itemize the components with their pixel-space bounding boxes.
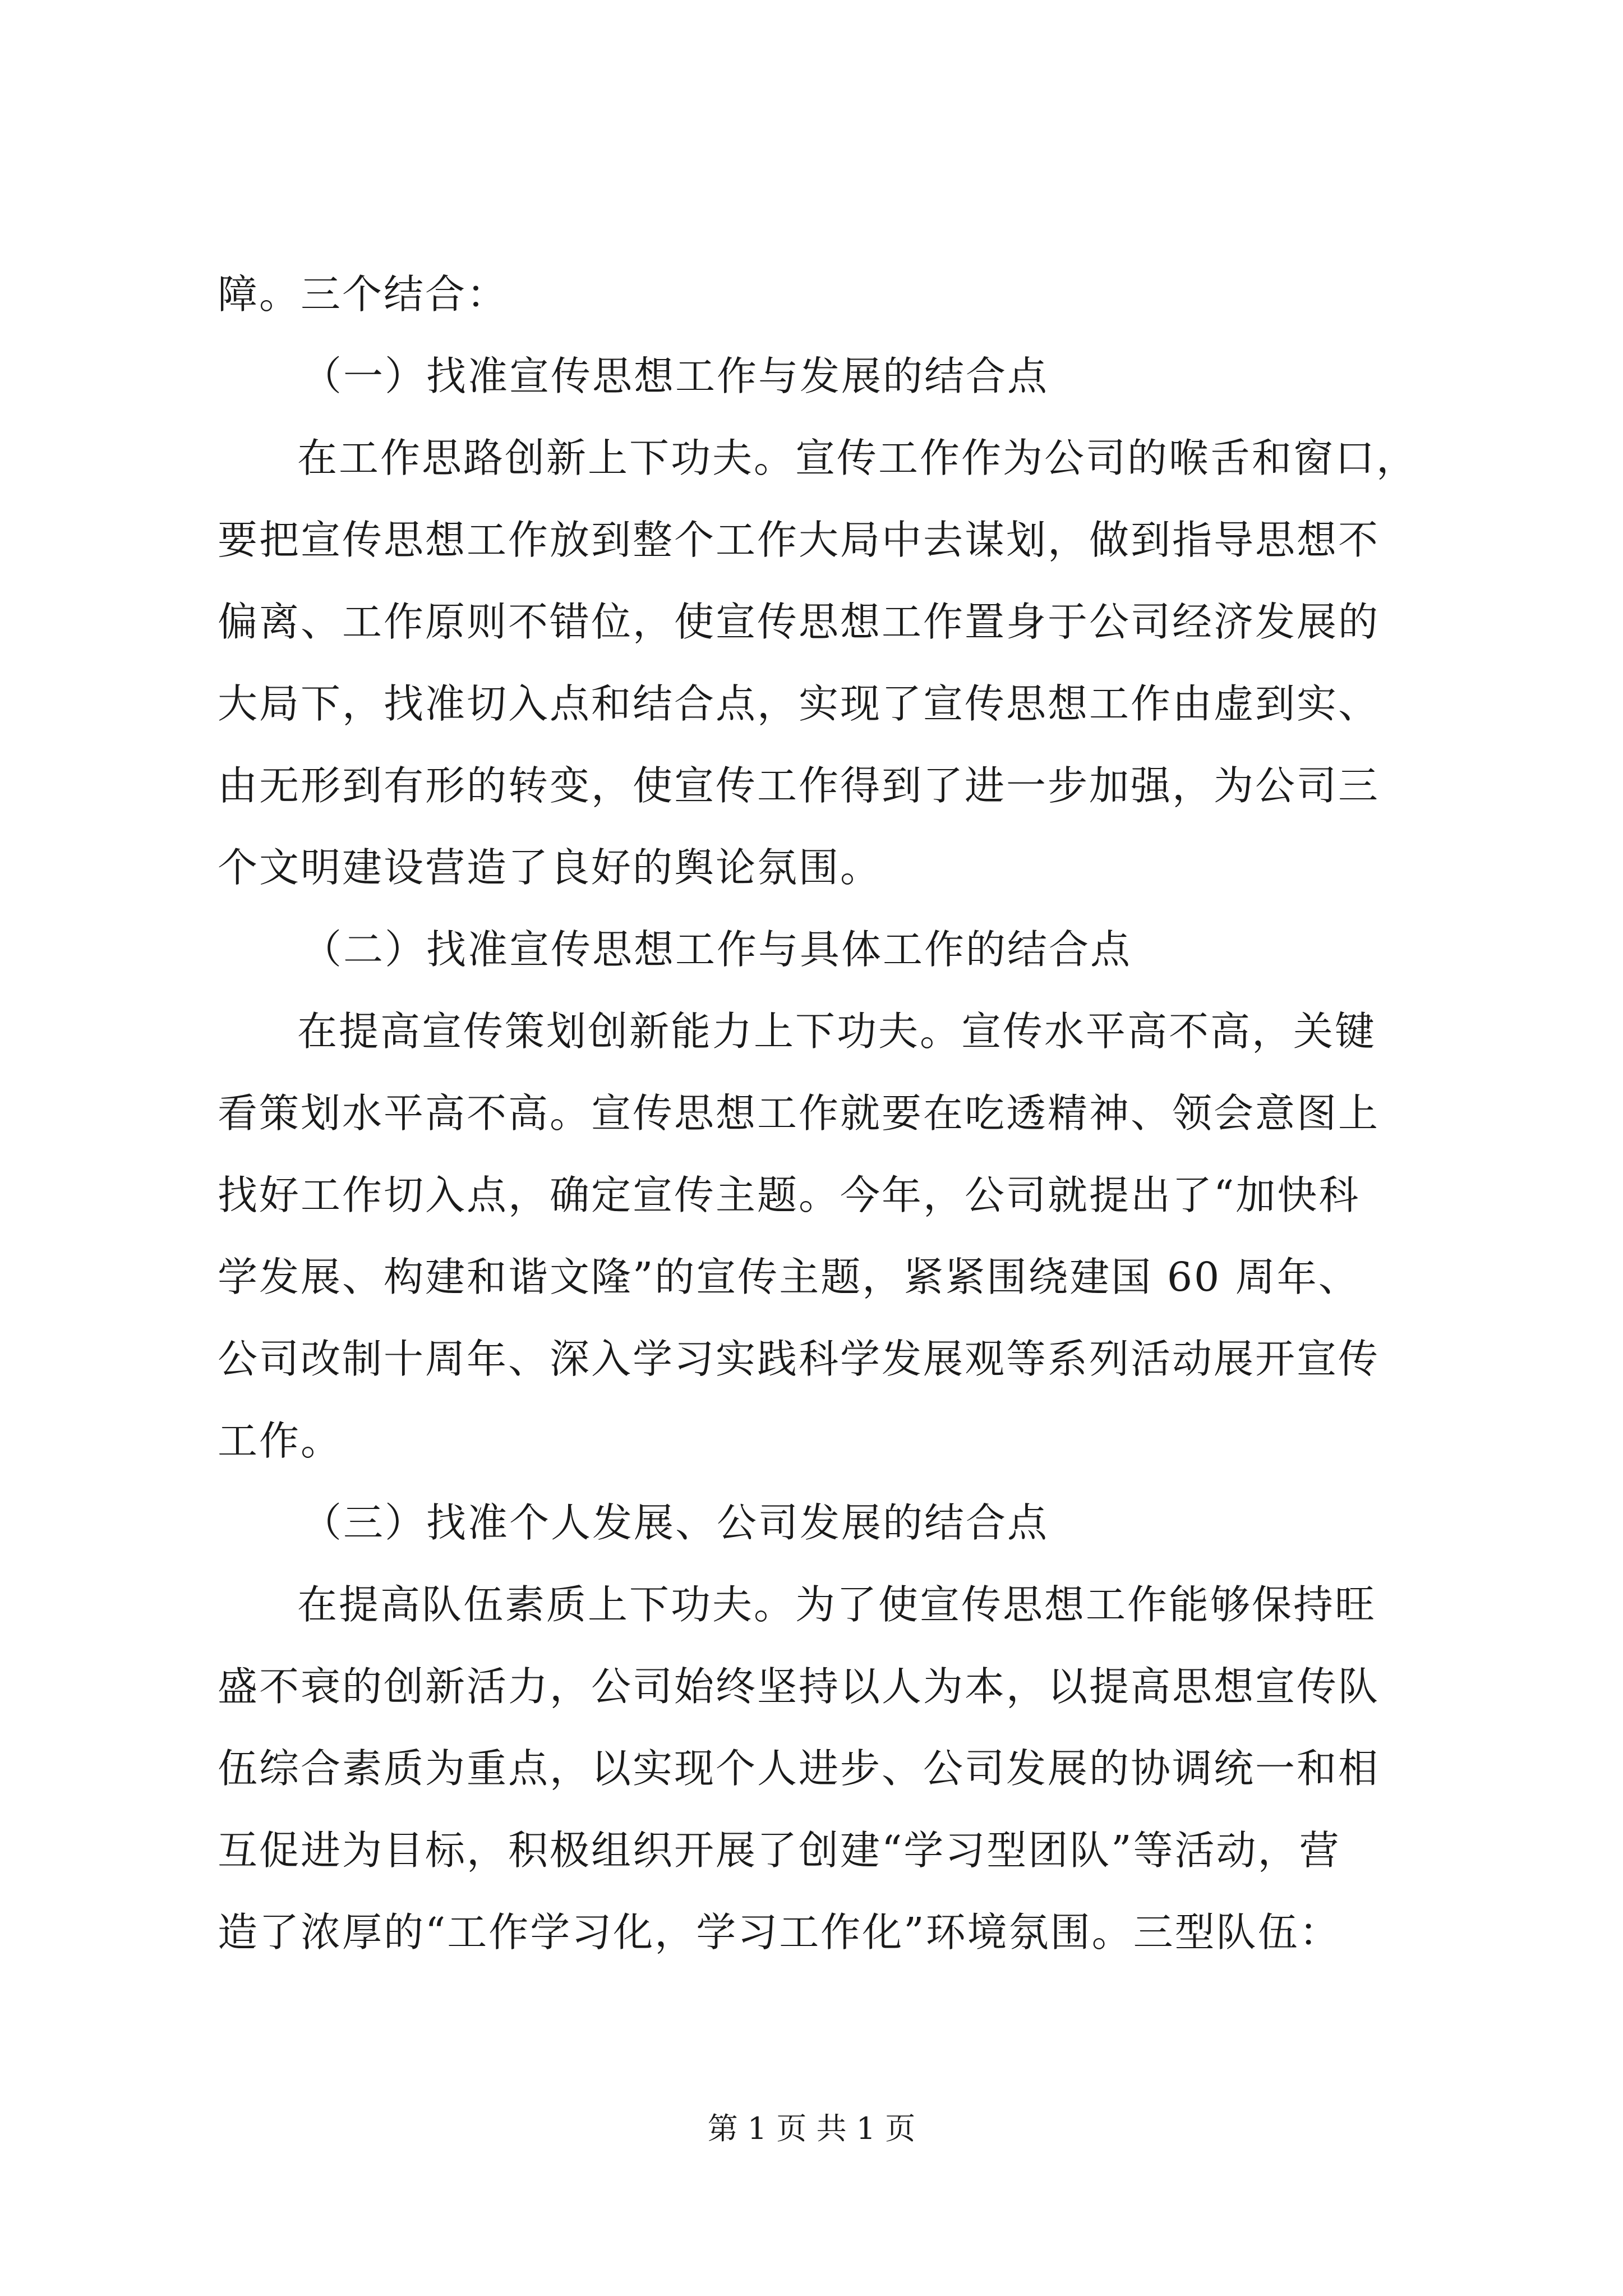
text-line: 公司改制十周年、深入学习实践科学发展观等系列活动展开宣传 (218, 1336, 1380, 1382)
text-line: 盛不衰的创新活力，公司始终坚持以人为本，以提高思想宣传队 (218, 1663, 1380, 1710)
text-line: 在工作思路创新上下功夫。宣传工作作为公司的喉舌和窗口， (297, 435, 1418, 481)
text-line: 要把宣传思想工作放到整个工作大局中去谋划，做到指导思想不 (218, 517, 1380, 563)
section-heading-1: （一）找准宣传思想工作与发展的结合点 (302, 353, 1049, 399)
text-line: 找好工作切入点，确定宣传主题。今年，公司就提出了“加快科 (218, 1172, 1361, 1218)
text-line: 互促进为目标，积极组织开展了创建“学习型团队”等活动，营 (218, 1827, 1341, 1874)
text-line: 伍综合素质为重点，以实现个人进步、公司发展的协调统一和相 (218, 1745, 1380, 1792)
text-line: 在提高队伍素质上下功夫。为了使宣传思想工作能够保持旺 (297, 1581, 1377, 1628)
section-heading-2: （二）找准宣传思想工作与具体工作的结合点 (302, 926, 1132, 973)
text-line: 偏离、工作原则不错位，使宣传思想工作置身于公司经济发展的 (218, 599, 1380, 645)
text-line: 工作。 (218, 1418, 343, 1464)
text-line: 由无形到有形的转变，使宣传工作得到了进一步加强，为公司三 (218, 762, 1380, 809)
text-line: 障。三个结合： (218, 271, 509, 318)
text-line: 大局下，找准切入点和结合点，实现了宣传思想工作由虚到实、 (218, 680, 1380, 727)
section-heading-3: （三）找准个人发展、公司发展的结合点 (302, 1499, 1049, 1546)
page-footer: 第 1 页 共 1 页 (707, 2111, 916, 2146)
text-line: 学发展、构建和谐文隆”的宣传主题，紧紧围绕建国 60 周年、 (218, 1254, 1360, 1300)
document-body (218, 254, 1491, 1973)
text-line: 看策划水平高不高。宣传思想工作就要在吃透精神、领会意图上 (218, 1090, 1380, 1137)
text-line: 个文明建设营造了良好的舆论氛围。 (218, 844, 882, 891)
text-line: 在提高宣传策划创新能力上下功夫。宣传水平高不高，关键 (297, 1008, 1377, 1055)
text-line: 造了浓厚的“工作学习化，学习工作化”环境氛围。三型队伍： (218, 1909, 1341, 1955)
